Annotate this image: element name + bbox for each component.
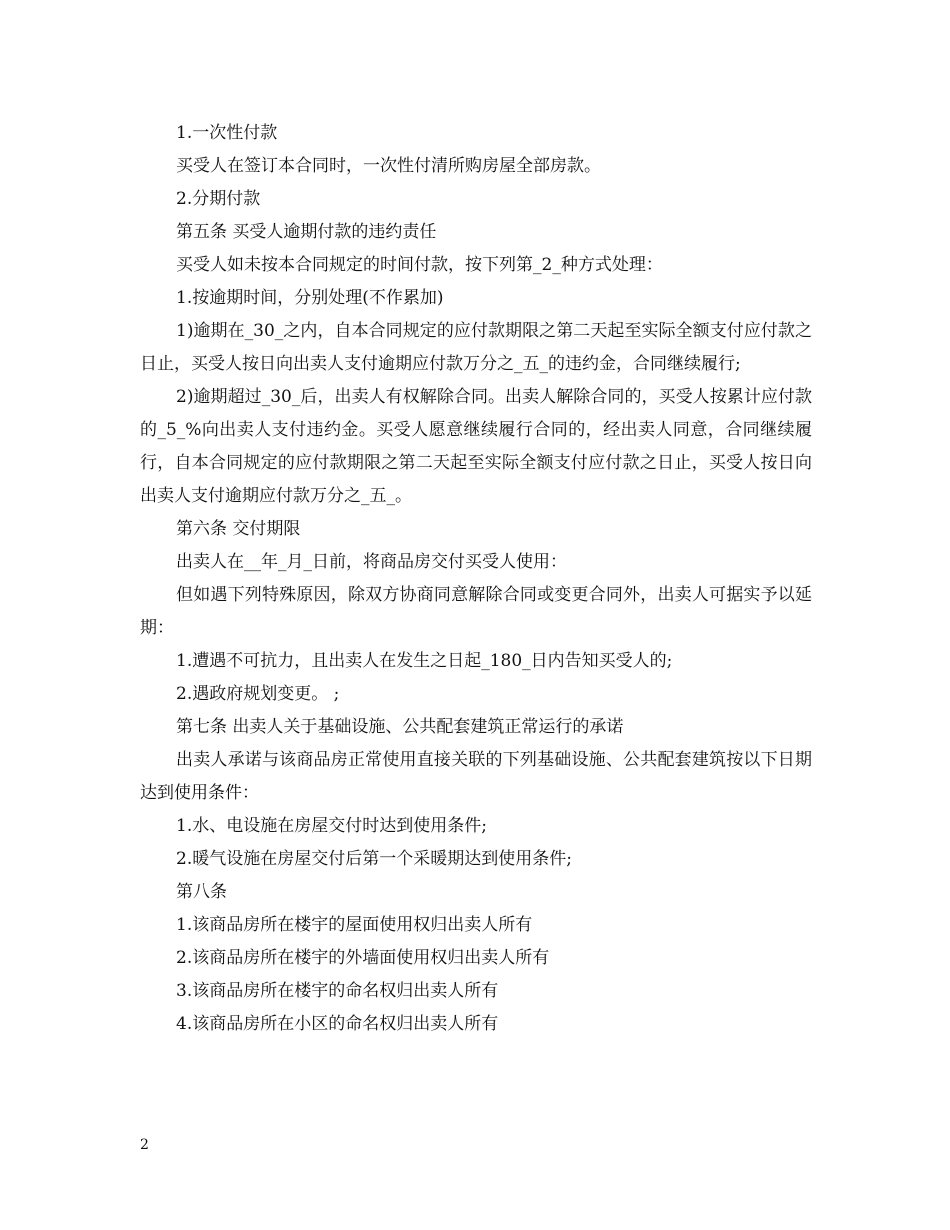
document-body (140, 117, 812, 1041)
article-5-title: 第五条 买受人逾期付款的违约责任 (176, 222, 437, 242)
article-8-item-4: 4.该商品房所在小区的命名权归出卖人所有 (176, 1014, 499, 1034)
article-6-exception-2: 2.遇政府规划变更。 ; (176, 684, 340, 704)
article-6-exception-1: 1.遭遇不可抗力，且出卖人在发生之日起_180_日内告知买受人的; (176, 651, 673, 671)
article-7-intro: 出卖人承诺与该商品房正常使用直接关联的下列基础设施、公共配套建筑按以下日期达到使用条件： (140, 750, 812, 803)
article-7-item-2: 2.暖气设施在房屋交付后第一个采暖期达到使用条件; (176, 849, 572, 869)
article-8-title: 第八条 (176, 882, 227, 902)
article-6-title: 第六条 交付期限 (176, 519, 301, 539)
article-8-item-2: 2.该商品房所在楼宇的外墙面使用权归出卖人所有 (176, 948, 550, 968)
article-7-item-1: 1.水、电设施在房屋交付时达到使用条件; (176, 816, 487, 836)
article-6-delivery-date: 出卖人在__年_月_日前，将商品房交付买受人使用： (176, 552, 567, 572)
article-7-title: 第七条 出卖人关于基础设施、公共配套建筑正常运行的承诺 (176, 717, 624, 737)
paragraph-payment-lump-sum-text: 买受人在签订本合同时，一次性付清所购房屋全部房款。 (176, 156, 601, 176)
article-8-item-1: 1.该商品房所在楼宇的屋面使用权归出卖人所有 (176, 915, 533, 935)
article-5-item-1-sub-1: 1)逾期在_30_之内，自本合同规定的应付款期限之第二天起至实际全额支付应付款之日止，买受人按日向出卖人支付逾期应付款万分之_五_的违约金，合同继续履行; (140, 321, 812, 374)
article-5-item-1-sub-2: 2)逾期超过_30_后，出卖人有权解除合同。出卖人解除合同的，买受人按累计应付款的_5_%向出卖人支付违约金。买受人愿意继续履行合同的，经出卖人同意，合同继续履行，自本合同规定的应付款期限之第二天起至实际全额支付应付款之日止，买受人按日向出卖人支付逾期应付款万分之_五_。 (140, 387, 812, 506)
paragraph-payment-lump-sum-heading: 1.一次性付款 (176, 123, 278, 143)
page-number: 2 (140, 1137, 149, 1153)
paragraph-payment-installment-heading: 2.分期付款 (176, 189, 261, 209)
article-6-exceptions: 但如遇下列特殊原因，除双方协商同意解除合同或变更合同外，出卖人可据实予以延期： (140, 585, 812, 638)
article-8-item-3: 3.该商品房所在楼宇的命名权归出卖人所有 (176, 981, 499, 1001)
article-5-item-1: 1.按逾期时间，分别处理(不作累加) (176, 288, 444, 308)
article-5-intro: 买受人如未按本合同规定的时间付款，按下列第_2_种方式处理： (176, 255, 663, 275)
